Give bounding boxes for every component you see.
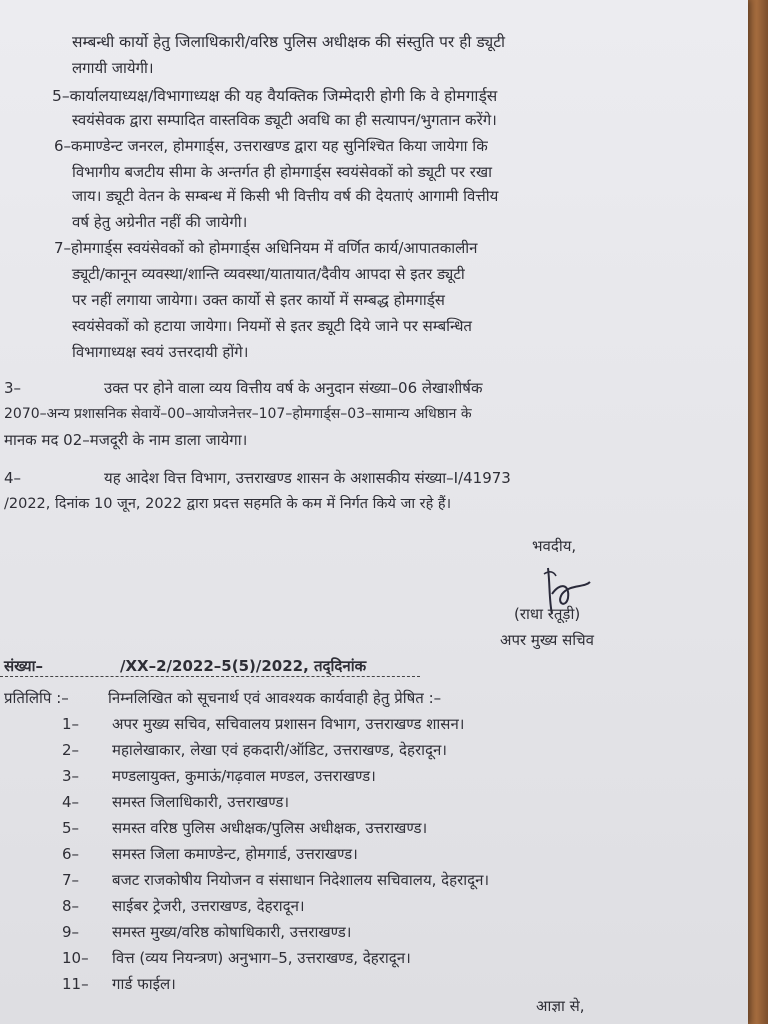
point-6-line-1: 6–कमाण्डेन्ट जनरल, होमगार्ड्स, उत्तराखण्ड द्वारा यह सुनिश्चित किया जायेगा कि: [54, 137, 488, 155]
copy-label: प्रतिलिपि :–: [4, 689, 69, 707]
section-divider: [0, 676, 420, 677]
copy-intro: निम्नलिखित को सूचनार्थ एवं आवश्यक कार्यवाही हेतु प्रेषित :–: [108, 689, 442, 707]
body-line-2: लगायी जायेगी।: [72, 59, 154, 77]
point-7-line-1: 7–होमगार्ड्स स्वयंसेवकों को होमगार्ड्स अधिनियम में वर्णित कार्य/आपातकालीन: [54, 239, 478, 257]
point-5-line-1: 5–कार्यालयाध्यक्ष/विभागाध्यक्ष की यह वैयक्तिक जिम्मेदारी होगी कि वे होमगार्ड्स: [52, 87, 498, 105]
point-6-line-3: जाय। ड्यूटी वेतन के सम्बन्ध में किसी भी वित्तीय वर्ष की देयताएं आगामी वित्तीय: [72, 187, 499, 205]
point-6-line-2: विभागीय बजटीय सीमा के अन्तर्गत ही होमगार्ड्स स्वयंसेवकों को ड्यूटी पर रखा: [72, 163, 493, 181]
recipient-number: 3–: [62, 767, 80, 785]
recipient-number: 7–: [62, 871, 80, 889]
para-3-line-2: 2070–अन्य प्रशासनिक सेवायें–00–आयोजनेत्तर–107–होमगार्ड्स–03–सामान्य अधिष्ठान के: [4, 406, 472, 422]
recipient-text: मण्डलायुक्त, कुमाऊं/गढ़वाल मण्डल, उत्तराखण्ड।: [112, 767, 376, 785]
recipient-text: वित्त (व्यय नियन्त्रण) अनुभाग–5, उत्तराखण्ड, देहरादून।: [112, 949, 411, 967]
by-order-footer: आज्ञा से,: [536, 997, 585, 1015]
body-line-1: सम्बन्धी कार्यो हेतु जिलाधिकारी/वरिष्ठ पुलिस अधीक्षक की संस्तुति पर ही ड्यूटी: [72, 33, 506, 51]
recipient-number: 4–: [62, 793, 80, 811]
recipient-number: 9–: [62, 923, 80, 941]
recipient-text: बजट राजकोषीय नियोजन व संसाधान निदेशालय सचिवालय, देहरादून।: [112, 871, 490, 889]
order-number-value: /XX–2/2022–5(5)/2022, तद्‌दिनांक: [120, 657, 367, 675]
point-7-line-2: ड्यूटी/कानून व्यवस्था/शान्ति व्यवस्था/यातायात/दैवीय आपदा से इतर ड्यूटी: [72, 265, 465, 283]
recipient-number: 5–: [62, 819, 80, 837]
recipient-number: 6–: [62, 845, 80, 863]
point-5-line-2: स्वयंसेवक द्वारा सम्पादित वास्तविक ड्यूटी अवधि का ही सत्यापन/भुगतान करेंगे।: [72, 111, 497, 129]
recipient-text: समस्त मुख्य/वरिष्ठ कोषाधिकारी, उत्तराखण्ड।: [112, 923, 352, 941]
recipient-number: 10–: [62, 949, 89, 967]
recipient-text: साईबर ट्रेजरी, उत्तराखण्ड, देहरादून।: [112, 897, 305, 915]
signatory-name: (राधा रतूड़ी): [514, 605, 581, 623]
para-3-line-3: मानक मद 02–मजदूरी के नाम डाला जायेगा।: [4, 431, 248, 449]
point-7-line-4: स्वयंसेवकों को हटाया जायेगा। नियमों से इतर ड्यूटी दिये जाने पर सम्बन्धित: [72, 317, 472, 335]
recipient-text: समस्त वरिष्ठ पुलिस अधीक्षक/पुलिस अधीक्षक, उत्तराखण्ड।: [112, 819, 428, 837]
closing-text: भवदीय,: [532, 537, 577, 555]
recipient-number: 1–: [62, 715, 80, 733]
recipient-number: 2–: [62, 741, 80, 759]
point-7-line-3: पर नहीं लगाया जायेगा। उक्त कार्यो से इतर कार्यो में सम्बद्ध होमगार्ड्स: [72, 291, 445, 309]
recipient-text: गार्ड फाईल।: [112, 975, 176, 993]
point-7-line-5: विभागाध्यक्ष स्वयं उत्तरदायी होंगे।: [72, 343, 249, 361]
para-4-line-2: /2022, दिनांक 10 जून, 2022 द्वारा प्रदत्त सहमति के कम में निर्गत किये जा रहे हैं।: [4, 496, 452, 512]
para-4-line-1: यह आदेश वित्त विभाग, उत्तराखण्ड शासन के अशासकीय संख्या–I/41973: [104, 469, 511, 487]
recipient-text: महालेखाकार, लेखा एवं हकदारी/ऑडिट, उत्तराखण्ड, देहरादून।: [112, 741, 447, 759]
recipient-text: समस्त जिला कमाण्डेन्ट, होमगार्ड, उत्तराखण्ड।: [112, 845, 358, 863]
para-3-number: 3–: [4, 379, 22, 397]
order-number-label: संख्या–: [4, 657, 44, 675]
recipient-text: अपर मुख्य सचिव, सचिवालय प्रशासन विभाग, उत्तराखण्ड शासन।: [112, 715, 465, 733]
recipient-text: समस्त जिलाधिकारी, उत्तराखण्ड।: [112, 793, 290, 811]
recipient-number: 8–: [62, 897, 80, 915]
para-4-number: 4–: [4, 469, 22, 487]
para-3-line-1: उक्त पर होने वाला व्यय वित्तीय वर्ष के अनुदान संख्या–06 लेखाशीर्षक: [104, 379, 483, 397]
point-6-line-4: वर्ष हेतु अग्रेनीत नहीं की जायेगी।: [72, 213, 248, 231]
recipient-number: 11–: [62, 975, 89, 993]
signatory-title: अपर मुख्य सचिव: [500, 631, 594, 649]
